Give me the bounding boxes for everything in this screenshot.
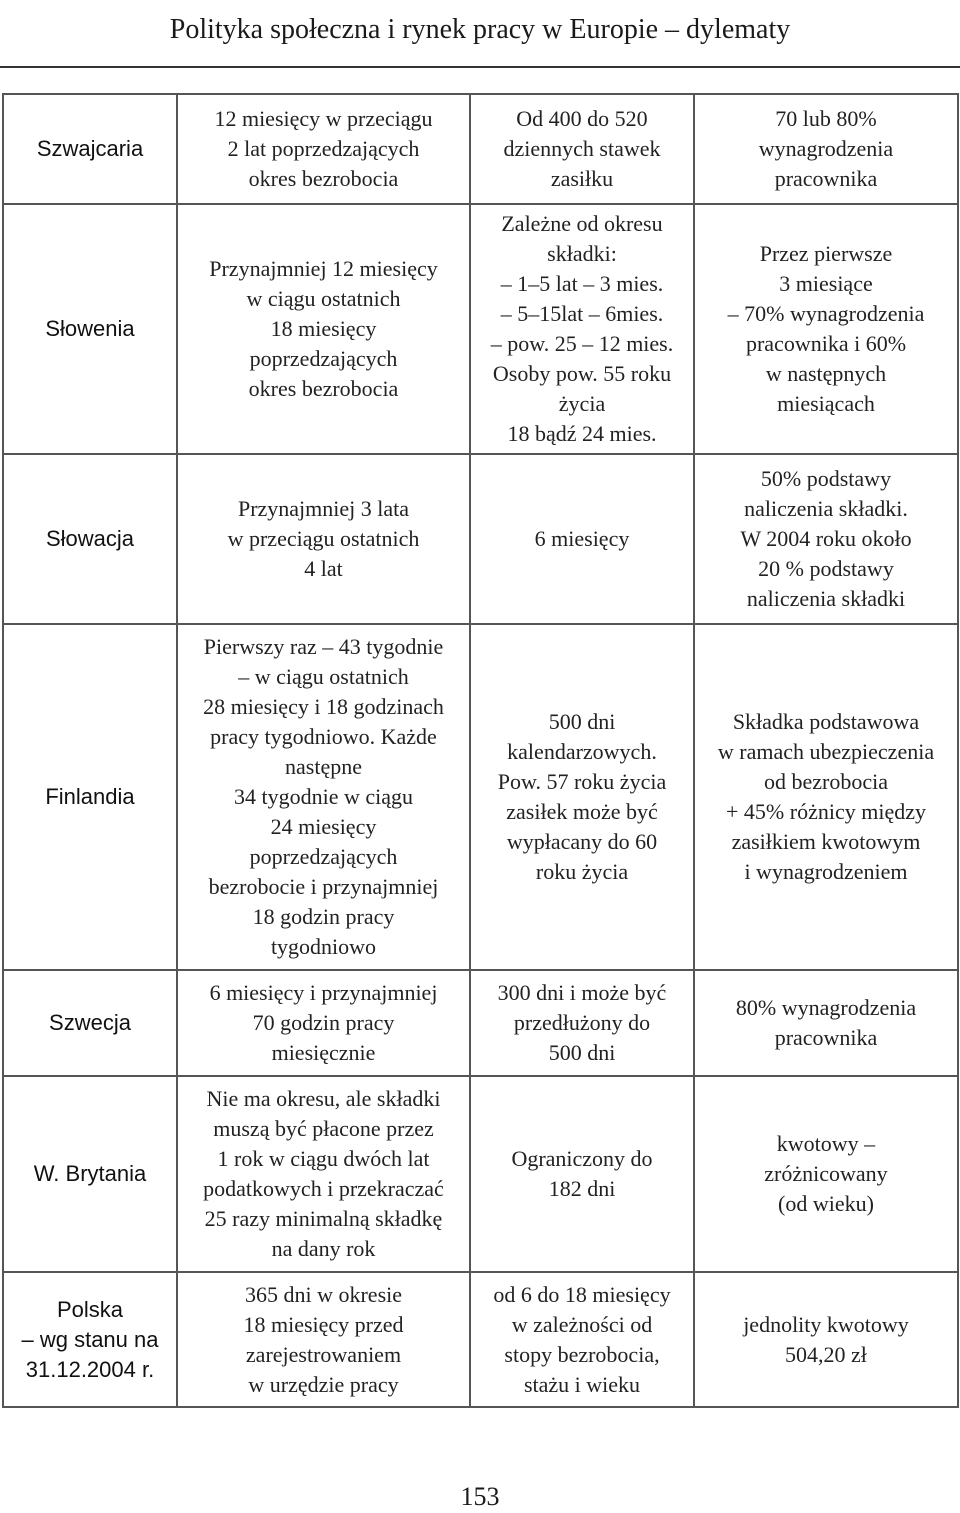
benefit-duration-cell: 500 dni kalendarzowych. Pow. 57 roku życia zasiłek może być wypłacany do 60 roku życia xyxy=(470,624,694,970)
country-cell: W. Brytania xyxy=(3,1076,177,1272)
benefit-duration-cell: od 6 do 18 miesięcy w zależności od stopy bezrobocia, stażu i wieku xyxy=(470,1272,694,1407)
qualifying-period-cell: Przynajmniej 12 miesięcy w ciągu ostatnich 18 miesięcy poprzedzających okres bezrobocia xyxy=(177,204,470,454)
country-cell: Finlandia xyxy=(3,624,177,970)
benefit-amount-cell: jednolity kwotowy 504,20 zł xyxy=(694,1272,958,1407)
table-row xyxy=(3,624,958,970)
country-cell: Szwajcaria xyxy=(3,94,177,204)
benefit-amount-cell: Składka podstawowa w ramach ubezpieczenia od bezrobocia + 45% różnicy między zasiłkiem kwotowym i wynagrodzeniem xyxy=(694,624,958,970)
table-row xyxy=(3,204,958,454)
table-row xyxy=(3,1272,958,1407)
benefit-duration-cell: Od 400 do 520 dziennych stawek zasiłku xyxy=(470,94,694,204)
qualifying-period-cell: Przynajmniej 3 lata w przeciągu ostatnich 4 lat xyxy=(177,454,470,624)
header-rule xyxy=(0,66,960,68)
page-header-title: Polityka społeczna i rynek pracy w Europie – dylematy xyxy=(169,14,791,45)
country-cell: Szwecja xyxy=(3,970,177,1076)
benefit-amount-cell: kwotowy – zróżnicowany (od wieku) xyxy=(694,1076,958,1272)
benefit-amount-cell: 80% wynagrodzenia pracownika xyxy=(694,970,958,1076)
unemployment-benefits-table xyxy=(2,93,959,1408)
benefit-duration-cell: 300 dni i może być przedłużony do 500 dni xyxy=(470,970,694,1076)
benefit-amount-cell: 70 lub 80% wynagrodzenia pracownika xyxy=(694,94,958,204)
qualifying-period-cell: 12 miesięcy w przeciągu 2 lat poprzedzających okres bezrobocia xyxy=(177,94,470,204)
table-row xyxy=(3,1076,958,1272)
benefit-duration-cell: Ograniczony do 182 dni xyxy=(470,1076,694,1272)
qualifying-period-cell: Pierwszy raz – 43 tygodnie – w ciągu ostatnich 28 miesięcy i 18 godzinach pracy tygodniowo. Każde następne 34 tygodnie w ciągu 24 miesięcy poprzedzających bezrobocie i przynajmniej 18 godzin pracy tygodniowo xyxy=(177,624,470,970)
qualifying-period-cell: Nie ma okresu, ale składki muszą być płacone przez 1 rok w ciągu dwóch lat podatkowych i przekraczać 25 razy minimalną składkę na dany rok xyxy=(177,1076,470,1272)
qualifying-period-cell: 365 dni w okresie 18 miesięcy przed zarejestrowaniem w urzędzie pracy xyxy=(177,1272,470,1407)
table-row xyxy=(3,454,958,624)
benefit-amount-cell: 50% podstawy naliczenia składki. W 2004 roku około 20 % podstawy naliczenia składki xyxy=(694,454,958,624)
country-cell: Słowenia xyxy=(3,204,177,454)
table-row xyxy=(3,94,958,204)
benefit-amount-cell: Przez pierwsze 3 miesiące – 70% wynagrodzenia pracownika i 60% w następnych miesiącach xyxy=(694,204,958,454)
page-number: 153 xyxy=(460,1482,500,1511)
table-row xyxy=(3,970,958,1076)
benefit-duration-cell: Zależne od okresu składki: – 1–5 lat – 3 mies. – 5–15lat – 6mies. – pow. 25 – 12 mies. Osoby pow. 55 roku życia 18 bądź 24 mies. xyxy=(470,204,694,454)
qualifying-period-cell: 6 miesięcy i przynajmniej 70 godzin pracy miesięcznie xyxy=(177,970,470,1076)
benefit-duration-cell: 6 miesięcy xyxy=(470,454,694,624)
country-cell: Słowacja xyxy=(3,454,177,624)
country-cell: Polska – wg stanu na 31.12.2004 r. xyxy=(3,1272,177,1407)
